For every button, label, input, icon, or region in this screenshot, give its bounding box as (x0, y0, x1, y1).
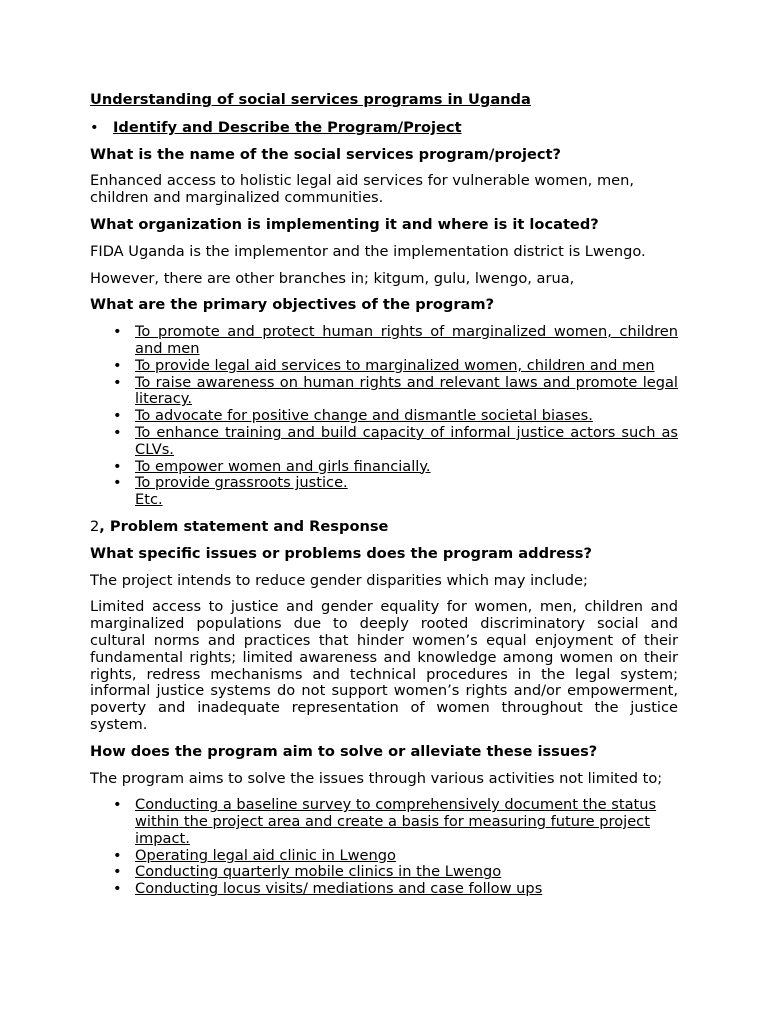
list-item: • To raise awareness on human rights and relevant laws and promote legal literacy. (113, 373, 678, 408)
bullet-icon: • (113, 457, 122, 475)
answer-issues-detail: Limited access to justice and gender equality for women, men, children and marginalized populations due to deeply rooted discriminatory social and cultural norms and practices that hinder women’s equal enjoyment of their fundamental rights; limited awareness and knowledge among women on their rights, redress mechanisms and technical procedures in the legal system; informal justice systems do not support women’s rights and/or empowerment, poverty and inadequate representation of women throughout the justice system. (90, 598, 678, 733)
section-heading-text: Identify and Describe the Program/Project (113, 118, 462, 136)
bullet-icon: • (113, 796, 122, 814)
section-heading-bullet (90, 120, 678, 137)
bullet-icon: • (113, 846, 122, 864)
question-solution: How does the program aim to solve or alleviate these issues? (90, 742, 598, 760)
bullet-icon: • (113, 407, 122, 425)
objectives-etc: Etc. (135, 491, 163, 509)
bullet-icon: • (113, 356, 122, 374)
list-item: • To advocate for positive change and dismantle societal biases. (113, 407, 593, 425)
answer-issues-intro: The project intends to reduce gender disparities which may include; (90, 571, 588, 589)
answer-branches: However, there are other branches in; kitgum, gulu, lwengo, arua, (90, 269, 575, 287)
list-item: • To empower women and girls financially. (113, 457, 431, 475)
answer-solution-intro: The program aims to solve the issues through various activities not limited to; (90, 769, 663, 787)
section-2-title: , Problem statement and Response (99, 517, 389, 535)
bullet-icon: • (90, 118, 99, 136)
list-item: • To promote and protect human rights of marginalized women, children and men (113, 323, 678, 357)
objectives-list (90, 324, 678, 492)
list-item: • To enhance training and build capacity of informal justice actors such as CLVs. (113, 423, 678, 458)
bullet-icon: • (113, 423, 122, 441)
document-page (90, 92, 678, 908)
activities-list (90, 797, 678, 898)
section-2-number: 2 (90, 517, 100, 535)
list-item: • Operating legal aid clinic in Lwengo (113, 846, 396, 864)
list-item: • Conducting locus visits/ mediations and case follow ups (113, 880, 543, 898)
list-item: • To provide grassroots justice. (113, 474, 348, 492)
bullet-icon: • (113, 863, 122, 881)
section-2-heading (90, 519, 678, 536)
bullet-icon: • (113, 880, 122, 898)
bullet-icon: • (113, 373, 122, 391)
list-item: • Conducting quarterly mobile clinics in the Lwengo (113, 863, 502, 881)
bullet-icon: • (113, 474, 122, 492)
question-issues: What specific issues or problems does the program address? (90, 544, 592, 562)
answer-program-name: Enhanced access to holistic legal aid services for vulnerable women, men, children and marginalized communities. (90, 172, 635, 207)
answer-organization: FIDA Uganda is the implementor and the implementation district is Lwengo. (90, 242, 646, 260)
question-organization: What organization is implementing it and where is it located? (90, 215, 599, 233)
document-title: Understanding of social services programs in Uganda (90, 91, 531, 108)
question-program-name: What is the name of the social services program/project? (90, 145, 561, 163)
question-objectives: What are the primary objectives of the program? (90, 296, 495, 314)
list-item: • Conducting a baseline survey to comprehensively document the status within the project area and create a basis for measuring future project impact. (113, 796, 657, 847)
bullet-icon: • (113, 323, 122, 341)
list-item: • To provide legal aid services to marginalized women, children and men (113, 356, 655, 374)
